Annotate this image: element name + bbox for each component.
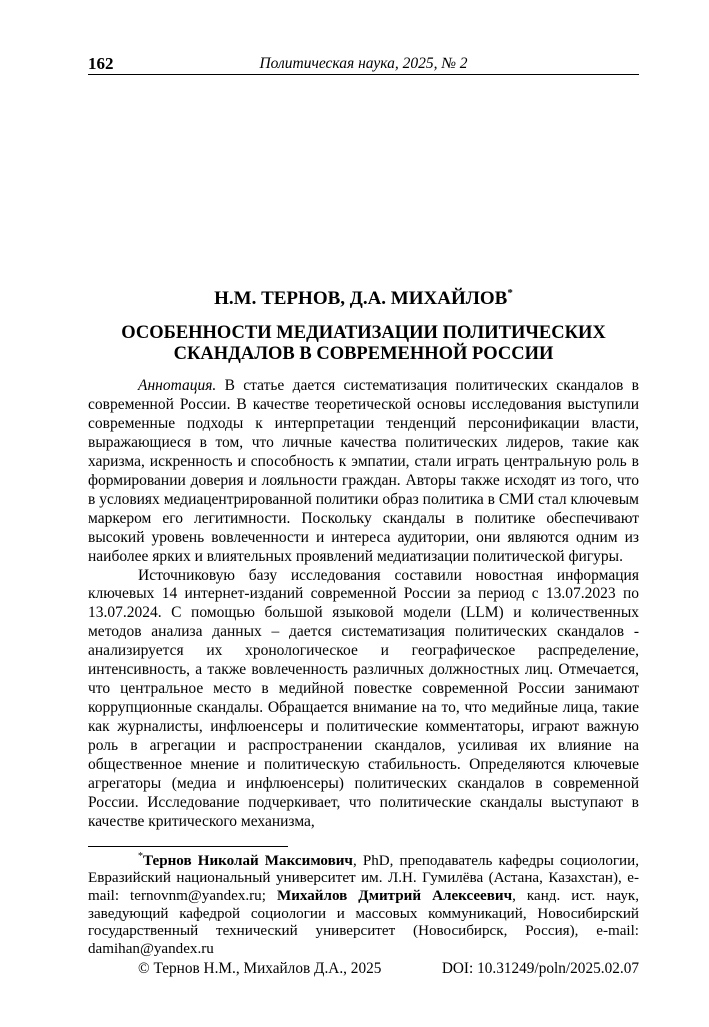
- authors-text: Н.М. ТЕРНОВ, Д.А. МИХАЙЛОВ: [214, 288, 508, 309]
- article-title-line: ОСОБЕННОСТИ МЕДИАТИЗАЦИИ ПОЛИТИЧЕСКИХ: [121, 323, 606, 343]
- article-title-line: СКАНДАЛОВ В СОВРЕМЕННОЙ РОССИИ: [173, 344, 554, 364]
- author1-name: Тернов Николай Максимович: [143, 852, 353, 869]
- footnote-divider: [88, 846, 288, 847]
- copyright: © Тернов Н.М., Михайлов Д.А., 2025: [138, 960, 382, 978]
- journal-title: Политическая наука, 2025, № 2: [259, 55, 468, 72]
- footer-line: [88, 960, 639, 978]
- footnote-paragraph: [88, 850, 639, 959]
- author1-info: , PhD, преподаватель кафедры социологии, Евразийский национальный университет им. Л.Н. Гумилёва (Астана, Казахстан), e-mail: ternovnm@yandex.ru;: [88, 852, 639, 905]
- abstract-text: В статье дается систематизация политических скандалов в современной России. В качестве теоретической основы исследования выступили современные подходы к интерпретации тенденций персонификации власти, выражающиеся в том, что личные качества политических лидеров, такие как харизма, искренность и способность к эмпатии, стали играть центральную роль в формировании доверия и лояльности граждан. Авторы также исходят из того, что в условиях медиацентрированной политики образ политика в СМИ стал ключевым маркером его легитимности. Поскольку скандалы в политике обеспечивают высокий уровень вовлеченности и интереса аудитории, они являются одним из наиболее ярких и влиятельных проявлений медиатизации политической фигуры.: [88, 377, 639, 565]
- page: [88, 0, 639, 1018]
- abstract-paragraph: [88, 377, 639, 567]
- abstract: [88, 377, 639, 832]
- article-title: [88, 323, 639, 365]
- doi: DOI: 10.31249/poln/2025.02.07: [441, 960, 639, 978]
- page-number: 162: [88, 54, 114, 73]
- abstract-paragraph: Источниковую базу исследования составили новостная информация ключевых 14 интернет-изданий современной России за период с 13.07.2023 по 13.07.2024. С помощью большой языковой модели (LLM) и количественных методов анализа данных – дается систематизация политических скандалов - анализируется их хронологическое и географическое распределение, интенсивность, а также вовлеченность различных должностных лиц. Отмечается, что центральное место в медийной повестке современной России занимают коррупционные скандалы. Обращается внимание на то, что медийные лица, такие как журналисты, инфлюенсеры и политические комментаторы, играют важную роль в агрегации и распространении скандалов, усиливая их влияние на общественное мнение и политическую стабильность. Определяются ключевые агрегаторы (медиа и инфлюенсеры) политических скандалов в современной России. Исследование подчеркивает, что политические скандалы выступают в качестве критического механизма,: [88, 566, 639, 830]
- abstract-label: Аннотация.: [138, 377, 217, 394]
- author2-name: Михайлов Дмитрий Алексеевич: [276, 888, 513, 905]
- footnote-mark: *: [138, 850, 143, 862]
- article-authors: [88, 287, 639, 311]
- author2-info: , канд. ист. наук, заведующий кафедрой социологии и массовых коммуникаций, Новосибирский государственный технический университет (Новосибирск, Россия), e-mail: damihan@yandex.ru: [88, 888, 639, 957]
- author-footnote: [88, 850, 639, 959]
- authors-footnote-mark: *: [507, 287, 513, 299]
- running-head: [88, 54, 639, 75]
